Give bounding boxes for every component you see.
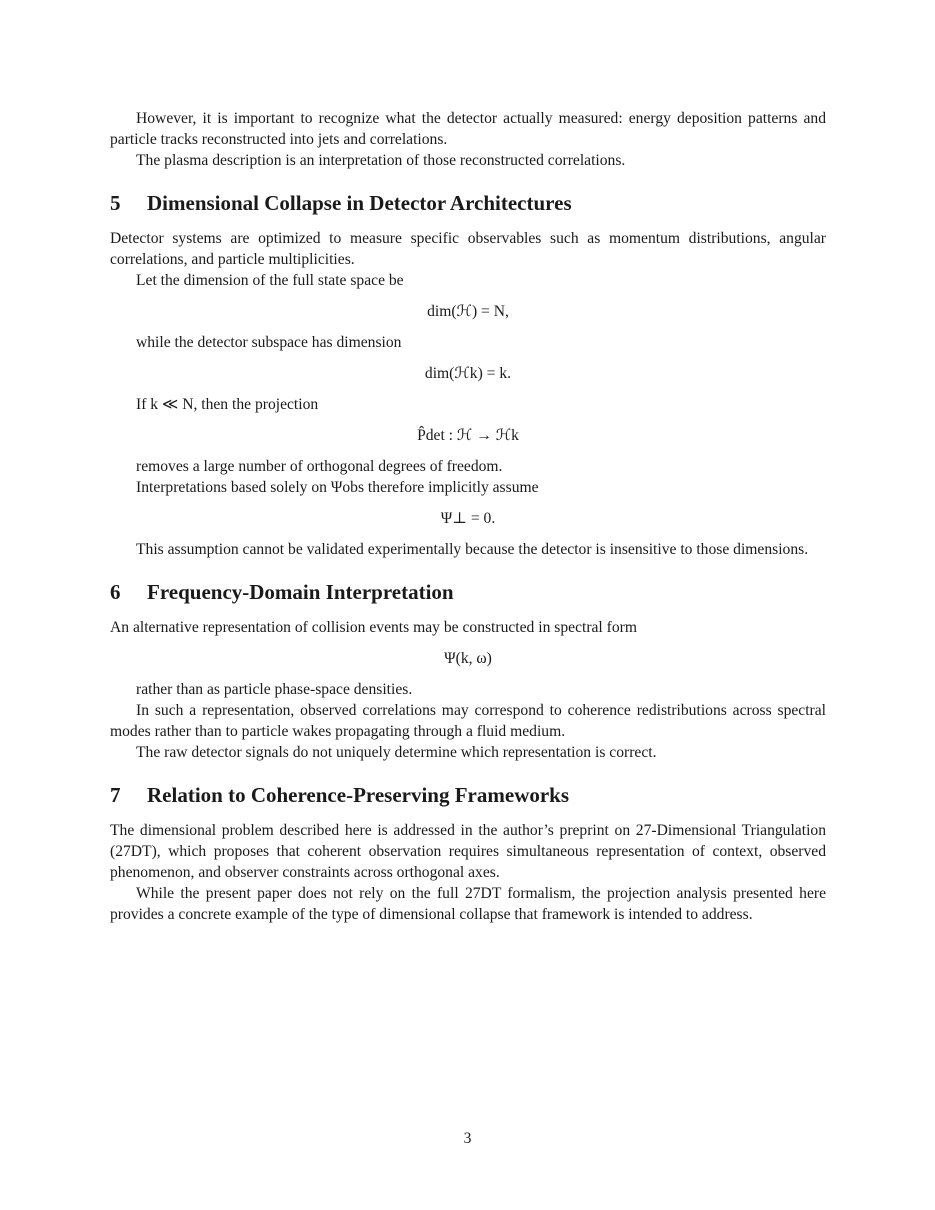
equation-dim-hk [110,353,826,394]
section-6-paragraph-2: rather than as particle phase-space densities. [136,681,413,698]
section-6-heading [110,579,826,605]
section-5-paragraph-1: Detector systems are optimized to measure specific observables such as momentum distributions, angular correlations, and particle multiplicities. [110,230,826,268]
equation-psi-perp [110,498,826,539]
section-5-heading [110,190,826,216]
section-6-paragraph-1: An alternative representation of collision events may be constructed in spectral form [110,619,637,636]
equation-dim-hk-text: dim(ℋk) = k. [424,365,512,382]
section-5-number: 5 [110,191,121,215]
equation-projection [110,415,826,456]
intro-paragraph-1: However, it is important to recognize what the detector actually measured: energy deposition patterns and particle tracks reconstructed into jets and correlations. [110,110,826,148]
section-5-paragraph-4: If k ≪ N, then the projection [136,396,319,413]
section-5-paragraph-5: removes a large number of orthogonal degrees of freedom. [136,458,503,475]
section-7-paragraph-1: The dimensional problem described here is addressed in the author’s preprint on 27-Dimensional Triangulation (27DT), which proposes that coherent observation requires simultaneous representation of context, observed phenomenon, and observer constraints across orthogonal axes. [110,822,826,881]
equation-dim-h [110,291,826,332]
page-number: 3 [463,1130,472,1147]
section-5-paragraph-2: Let the dimension of the full state space be [136,272,404,289]
section-7-paragraph-2: While the present paper does not rely on the full 27DT formalism, the projection analysis presented here provides a concrete example of the type of dimensional collapse that framework is intended to address. [110,885,826,923]
section-6-paragraph-4: The raw detector signals do not uniquely determine which representation is correct. [136,744,657,761]
equation-projection-text: P̂det : ℋ → ℋk [417,427,519,444]
equation-spectral [110,638,826,679]
equation-spectral-text: Ψ(k, ω) [444,650,492,667]
intro-paragraph-2: The plasma description is an interpretation of those reconstructed correlations. [136,152,626,169]
section-6-title: Frequency-Domain Interpretation [147,580,454,604]
section-7-number: 7 [110,783,121,807]
section-5-paragraph-6: Interpretations based solely on Ψobs therefore implicitly assume [136,479,539,496]
section-5-title: Dimensional Collapse in Detector Architectures [147,191,572,215]
equation-dim-h-text: dim(ℋ) = N, [427,303,509,320]
section-5-paragraph-3: while the detector subspace has dimension [136,334,402,351]
section-5-paragraph-7: This assumption cannot be validated experimentally because the detector is insensitive to those dimensions. [136,541,809,558]
equation-psi-perp-text: Ψ⊥ = 0. [440,510,496,527]
section-7-title: Relation to Coherence-Preserving Frameworks [147,783,570,807]
page-body [110,108,826,925]
section-6-paragraph-3: In such a representation, observed correlations may correspond to coherence redistributions across spectral modes rather than to particle wakes propagating through a fluid medium. [110,702,826,740]
section-6-number: 6 [110,580,121,604]
section-7-heading [110,782,826,808]
